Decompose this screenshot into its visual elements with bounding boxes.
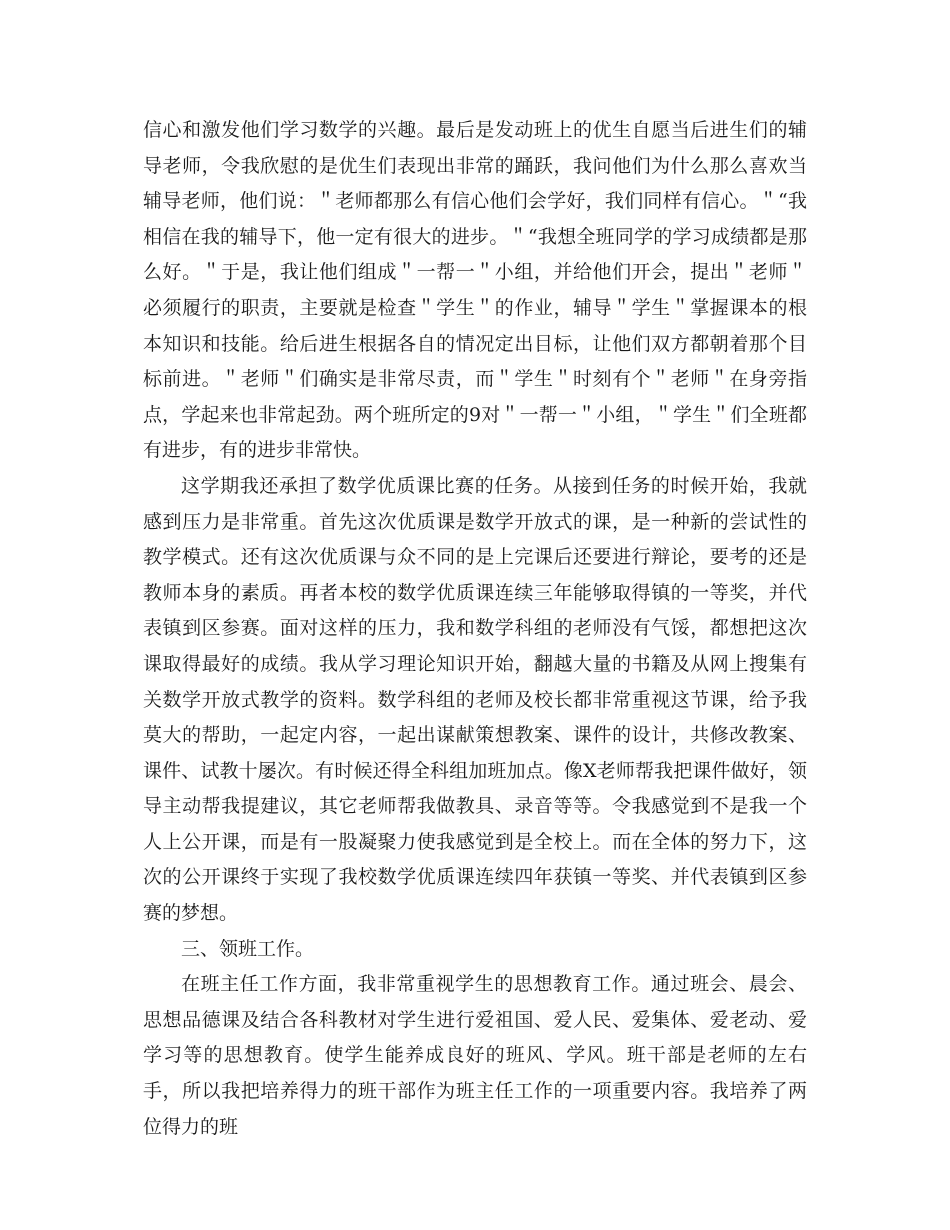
- paragraph-2: 这学期我还承担了数学优质课比赛的任务。从接到任务的时候开始，我就感到压力是非常重。首先这次优质课是数学开放式的课，是一种新的尝试性的教学模式。还有这次优质课与众不同的是上完课后还要进行辩论，要考的还是教师本身的素质。再者本校的数学优质课连续三年能够取得镇的一等奖，并代表镇到区参赛。面对这样的压力，我和数学科组的老师没有气馁，都想把这次课取得最好的成绩。我从学习理论知识开始，翻越大量的书籍及从网上搜集有关数学开放式教学的资料。数学科组的老师及校长都非常重视这节课，给予我莫大的帮助，一起定内容，一起出谋献策想教案、课件的设计，共修改教案、课件、试教十屡次。有时候还得全科组加班加点。像X老师帮我把课件做好，领导主动帮我提建议，其它老师帮我做教具、录音等等。令我感觉到不是我一个人上公开课，而是有一股凝聚力使我感觉到是全校上。而在全体的努力下，这次的公开课终于实现了我校数学优质课连续四年获镇一等奖、并代表镇到区参赛的梦想。: [143, 474, 807, 925]
- paragraph-3: 在班主任工作方面，我非常重视学生的思想教育工作。通过班会、晨会、思想品德课及结合各科教材对学生进行爱祖国、爱人民、爱集体、爱老动、爱学习等的思想教育。使学生能养成良好的班风、学风。班干部是老师的左右手，所以我把培养得力的班干部作为班主任工作的一项重要内容。我培养了两位得力的班: [143, 973, 807, 1138]
- paragraph-1: 信心和激发他们学习数学的兴趣。最后是发动班上的优生自愿当后进生们的辅导老师，令我欣慰的是优生们表现出非常的踊跃，我问他们为什么那么喜欢当辅导老师，他们说：＂老师都那么有信心他们会学好，我们同样有信心。＂“我相信在我的辅导下，他一定有很大的进步。＂“我想全班同学的学习成绩都是那么好。＂于是，我让他们组成＂一帮一＂小组，并给他们开会，提出＂老师＂必须履行的职责，主要就是检查＂学生＂的作业，辅导＂学生＂掌握课本的根本知识和技能。给后进生根据各自的情况定出目标，让他们双方都朝着那个目标前进。＂老师＂们确实是非常尽责，而＂学生＂时刻有个＂老师＂在身旁指点，学起来也非常起劲。两个班所定的9对＂一帮一＂小组，＂学生＂们全班都有进步，有的进步非常快。: [143, 119, 807, 462]
- section-heading-leading-class: 三、领班工作。: [181, 937, 315, 960]
- document-body: [143, 113, 807, 1145]
